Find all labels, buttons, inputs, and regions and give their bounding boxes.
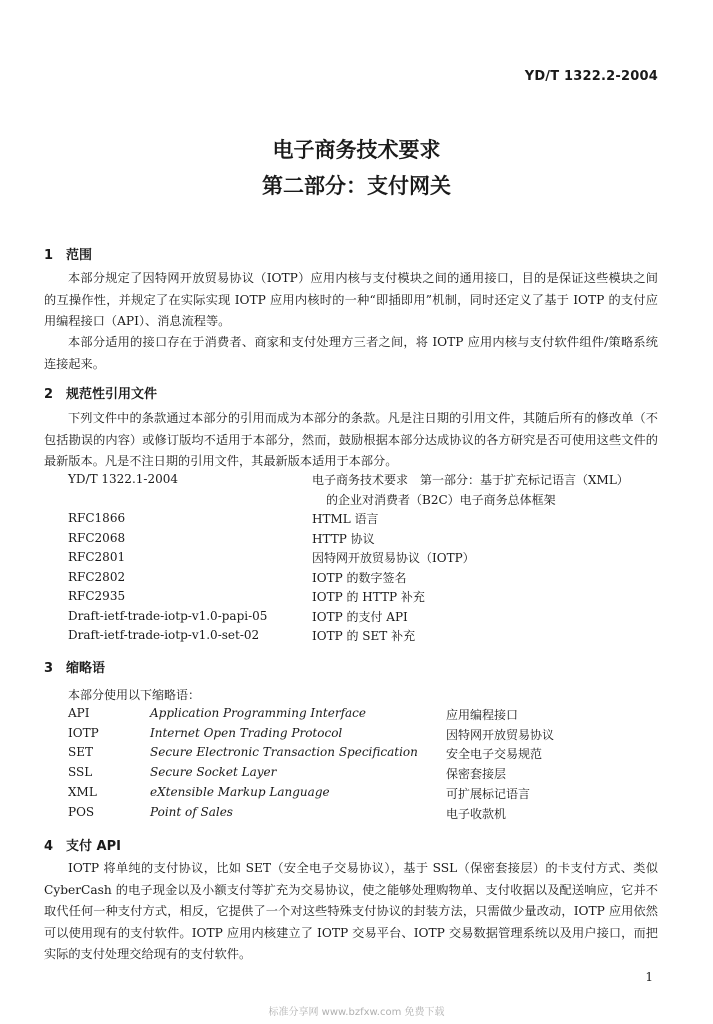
section-title: 支付 API bbox=[66, 839, 121, 854]
ref-title: HTML 语言 bbox=[312, 512, 379, 526]
section-2-paragraph-1: 下列文件中的条款通过本部分的引用而成为本部分的条款。凡是注日期的引用文件，其随后所有的修改单（不包括勘误的内容）或修订版均不适用于本部分，然而，鼓励根据本部分达成协议的各方研究是否可使用这些文件的最新版本。凡是不注日期的引用文件，其最新版本适用于本部分。 bbox=[44, 411, 658, 468]
abbr-english: Secure Electronic Transaction Specification bbox=[150, 745, 418, 759]
ref-code: Draft-ietf-trade-iotp-v1.0-papi-05 bbox=[68, 609, 268, 623]
abbr-code: XML bbox=[68, 785, 97, 799]
section-1-heading bbox=[44, 244, 92, 263]
ref-code: RFC2935 bbox=[68, 589, 126, 603]
section-title: 规范性引用文件 bbox=[66, 387, 158, 402]
abbr-code: IOTP bbox=[68, 726, 99, 740]
ref-title-line2: 的企业对消费者（B2C）电子商务总体框架 bbox=[326, 493, 556, 507]
abbr-code: SET bbox=[68, 745, 93, 759]
page-number: 1 bbox=[645, 970, 653, 984]
section-4-heading bbox=[44, 835, 121, 854]
ref-title: IOTP 的 SET 补充 bbox=[312, 629, 416, 643]
ref-title: IOTP 的数字签名 bbox=[312, 571, 407, 585]
abbr-english: Point of Sales bbox=[150, 805, 233, 819]
ref-code: RFC2068 bbox=[68, 531, 126, 545]
watermark-footer: 标准分享网 www.bzfxw.com 免费下载 bbox=[268, 1007, 445, 1018]
abbr-chinese: 因特网开放贸易协议 bbox=[446, 728, 555, 742]
abbr-english: eXtensible Markup Language bbox=[150, 785, 330, 799]
abbr-chinese: 安全电子交易规范 bbox=[446, 747, 543, 761]
section-number: 1 bbox=[44, 248, 54, 263]
section-1-paragraph-2: 本部分适用的接口存在于消费者、商家和支付处理方三者之间，将 IOTP 应用内核与支付软件组件/策略系统连接起来。 bbox=[44, 335, 658, 371]
section-3-heading bbox=[44, 657, 105, 676]
ref-title bbox=[312, 470, 662, 510]
standard-number: YD/T 1322.2-2004 bbox=[524, 69, 658, 84]
ref-code: Draft-ietf-trade-iotp-v1.0-set-02 bbox=[68, 628, 260, 642]
ref-title: IOTP 的支付 API bbox=[312, 610, 408, 624]
section-title: 范围 bbox=[66, 248, 93, 263]
ref-title: IOTP 的 HTTP 补充 bbox=[312, 590, 425, 604]
abbr-code: SSL bbox=[68, 765, 93, 779]
ref-title-line1: 电子商务技术要求 第一部分：基于扩充标记语言（XML） bbox=[312, 473, 629, 487]
abbr-english: Secure Socket Layer bbox=[150, 765, 277, 779]
section-number: 2 bbox=[44, 387, 54, 402]
ref-code: RFC2801 bbox=[68, 550, 126, 564]
abbr-chinese: 应用编程接口 bbox=[446, 708, 519, 722]
abbr-english: Internet Open Trading Protocol bbox=[150, 726, 343, 740]
section-2-heading bbox=[44, 383, 157, 402]
section-4-paragraph-1: IOTP 将单纯的支付协议，比如 SET（安全电子交易协议），基于 SSL（保密套接层）的卡支付方式、类似 CyberCash 的电子现金以及小额支付等扩充为交易协议，使之能够处理购物单、支付收据以及配送响应，它并不取代任何一种支付方式，相反，它提供了一个对这些特殊支付协议的封装方法，只需做少量改动，IOTP 应用依然可以使用现有的支付软件。IOTP 应用内核建立了 IOTP 交易平台、IOTP 交易数据管理系统以及用户接口，而把实际的支付处理交给现有的支付软件。 bbox=[44, 861, 658, 961]
section-number: 3 bbox=[44, 661, 54, 676]
ref-title: 因特网开放贸易协议（IOTP） bbox=[312, 551, 475, 565]
section-1-paragraph-1: 本部分规定了因特网开放贸易协议（IOTP）应用内核与支付模块之间的通用接口，目的是保证这些模块之间的互操作性，并规定了在实际实现 IOTP 应用内核时的一种“即插即用”机制，同时还定义了基于 IOTP 的支付应用编程接口（API）、消息流程等。 bbox=[44, 271, 658, 328]
doc-title-line2: 第二部分：支付网关 bbox=[262, 174, 451, 198]
abbreviations-intro: 本部分使用以下缩略语： bbox=[68, 688, 201, 702]
section-number: 4 bbox=[44, 839, 54, 854]
ref-code: RFC2802 bbox=[68, 570, 126, 584]
ref-code: YD/T 1322.1-2004 bbox=[68, 472, 178, 486]
abbr-chinese: 电子收款机 bbox=[446, 807, 507, 821]
section-title: 缩略语 bbox=[66, 661, 106, 676]
abbr-chinese: 可扩展标记语言 bbox=[446, 787, 531, 801]
abbr-chinese: 保密套接层 bbox=[446, 767, 507, 781]
ref-code: RFC1866 bbox=[68, 511, 126, 525]
abbr-code: POS bbox=[68, 805, 95, 819]
doc-title-line1: 电子商务技术要求 bbox=[272, 138, 441, 162]
ref-title: HTTP 协议 bbox=[312, 532, 375, 546]
abbr-english: Application Programming Interface bbox=[150, 706, 366, 720]
abbr-code: API bbox=[68, 706, 90, 720]
